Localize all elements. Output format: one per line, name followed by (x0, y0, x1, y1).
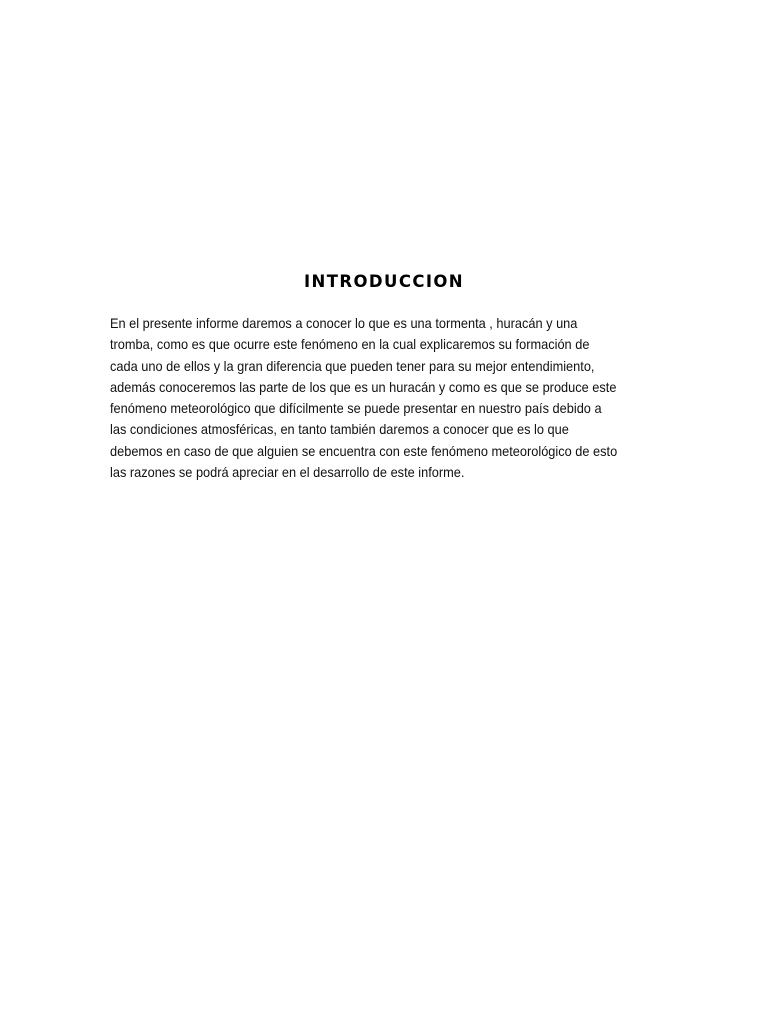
paragraph-line-7: debemos en caso de que alguien se encuentra con este fenómeno meteorológico de esto (110, 443, 618, 459)
paragraph-line-3: cada uno de ellos y la gran diferencia que pueden tener para su mejor entendimiento, (110, 358, 595, 374)
paragraph-line-5: fenómeno meteorológico que difícilmente se puede presentar en nuestro país debido a (110, 401, 602, 417)
paragraph-line-4: además conoceremos las parte de los que es un huracán y como es que se produce este (110, 379, 617, 395)
introduction-paragraph (110, 313, 670, 483)
paragraph-line-8: las razones se podrá apreciar en el desarrollo de este informe. (110, 465, 465, 481)
paragraph-line-2: tromba, como es que ocurre este fenómeno en la cual explicaremos su formación de (110, 337, 590, 353)
page-title: INTRODUCCION (303, 272, 465, 291)
paragraph-line-6: las condiciones atmosféricas, en tanto también daremos a conocer que es lo que (110, 422, 569, 438)
paragraph-line-1: En el presente informe daremos a conocer lo que es una tormenta , huracán y una (110, 316, 578, 331)
